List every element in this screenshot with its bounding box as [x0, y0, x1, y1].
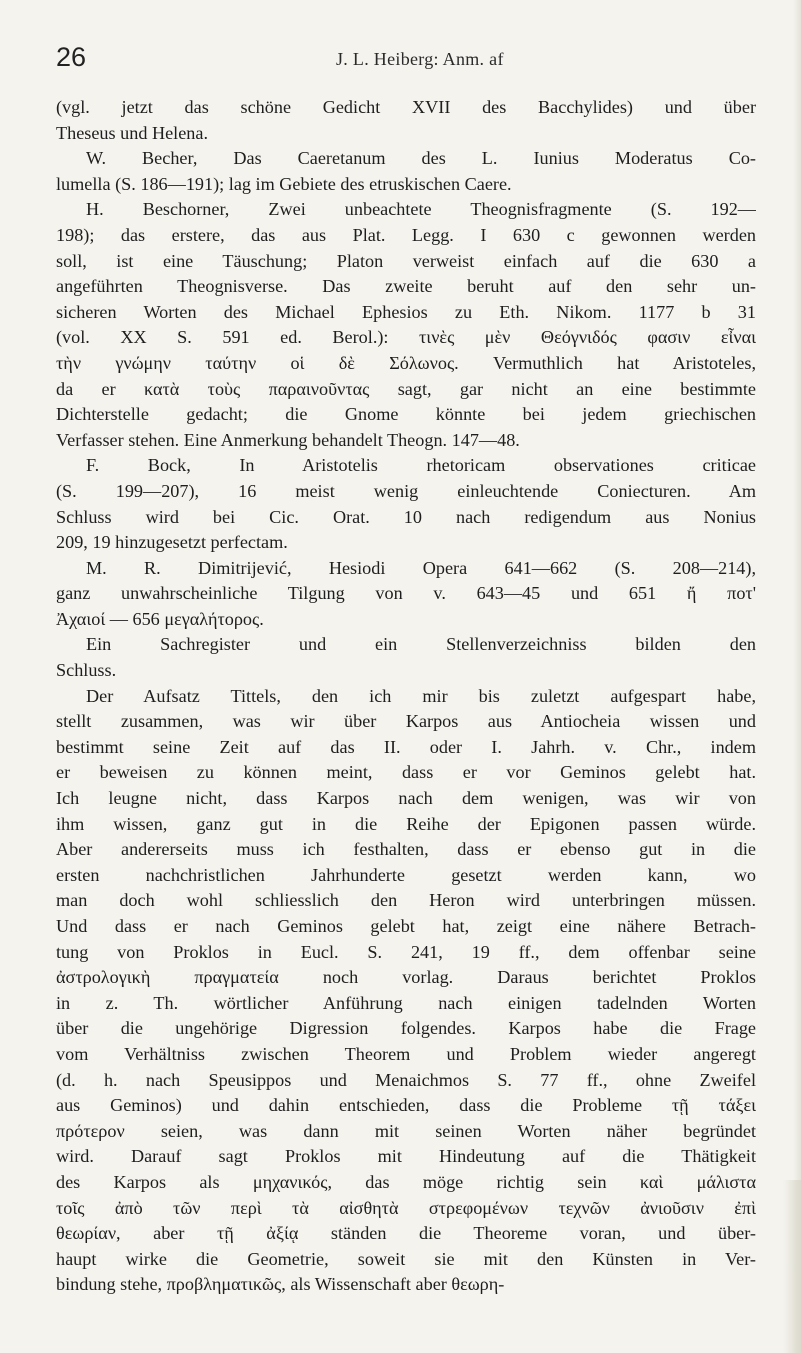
text-line: F. Bock, In Aristotelis rhetoricam observationes criticae [86, 455, 756, 476]
text-line: (S. 199—207), 16 meist wenig einleuchtende Coniecturen. Am [56, 480, 756, 501]
text-line: Dichterstelle gedacht; die Gnome könnte bei jedem griechischen [56, 404, 756, 425]
text-line: H. Beschorner, Zwei unbeachtete Theognisfragmente (S. 192— [86, 199, 756, 220]
text-line: über die ungehörige Digression folgendes. Karpos habe die Frage [56, 1018, 756, 1039]
paragraph [56, 146, 756, 197]
text-line: sicheren Worten des Michael Ephesios zu Eth. Nikom. 1177 b 31 [56, 301, 756, 322]
text-line: Schluss. [56, 660, 117, 681]
running-head [56, 40, 756, 74]
text-line: 209, 19 hinzugesetzt perfectam. [56, 532, 288, 553]
text-line: Ein Sachregister und ein Stellenverzeichniss bilden den [86, 634, 756, 655]
text-line: Der Aufsatz Tittels, den ich mir bis zuletzt aufgespart habe, [86, 685, 756, 706]
page-number: 26 [56, 42, 87, 72]
text-line: Ἀχαιοί — 656 μεγαλήτορος. [56, 608, 264, 629]
text-line: Ich leugne nicht, dass Karpos nach dem wenigen, was wir von [56, 788, 756, 809]
text-line: πρότερον seien, was dann mit seinen Worten näher begründet [56, 1120, 756, 1141]
text-line: Und dass er nach Geminos gelebt hat, zeigt eine nähere Betrach- [56, 916, 756, 936]
text-line: lumella (S. 186—191); lag im Gebiete des etruskischen Caere. [56, 173, 512, 194]
text-line: bindung stehe, προβληματικῶς, als Wissenschaft aber θεωρη- [56, 1274, 505, 1295]
text-line: Aber andererseits muss ich festhalten, dass er ebenso gut in die [56, 839, 756, 860]
text-line: haupt wirke die Geometrie, soweit sie mit den Künsten in Ver- [56, 1248, 756, 1269]
text-line: (vol. XX S. 591 ed. Berol.): τινὲς μὲν Θεόγνιδός φασιν εἶναι [56, 327, 756, 348]
text-line: da er κατὰ τοὺς παραινοῦντας sagt, gar nicht an eine bestimmte [56, 378, 756, 399]
text-line: des Karpos als μηχανικός, das möge richtig sein καὶ μάλιστα [56, 1171, 756, 1192]
text-line: Schluss wird bei Cic. Orat. 10 nach redigendum aus Nonius [56, 506, 756, 527]
body-text [56, 95, 756, 1298]
text-line: τοῖς ἀπὸ τῶν περὶ τὰ αἰσθητὰ στρεφομένων τεχνῶν ἀνιοῦσιν ἐπὶ [56, 1197, 756, 1218]
text-line: ἀστρολογικὴ πραγματεία noch vorlag. Daraus berichtet Proklos [56, 967, 756, 988]
text-line: (vgl. jetzt das schöne Gedicht XVII des Bacchylides) und über [56, 97, 756, 117]
text-line: aus Geminos) und dahin entschieden, dass die Probleme τῇ τάξει [56, 1095, 756, 1116]
paragraph [56, 95, 756, 146]
text-line: er beweisen zu können meint, dass er vor Geminos gelebt hat. [56, 762, 756, 783]
text-line: tung von Proklos in Eucl. S. 241, 19 ff., dem offenbar seine [56, 941, 756, 962]
page-edge-shadow [783, 1180, 801, 1353]
text-line: 198); das erstere, das aus Plat. Legg. I 630 c gewonnen werden [56, 224, 756, 245]
paragraph [56, 684, 756, 1298]
text-line: soll, ist eine Täuschung; Platon verweist einfach auf die 630 a [56, 250, 756, 271]
text-line: vom Verhältniss zwischen Theorem und Problem wieder angeregt [56, 1043, 756, 1064]
text-line: bestimmt seine Zeit auf das II. oder I. Jahrh. v. Chr., indem [56, 736, 756, 757]
text-line: M. R. Dimitrijević, Hesiodi Opera 641—662 (S. 208—214), [86, 557, 756, 578]
text-line: stellt zusammen, was wir über Karpos aus Antiocheia wissen und [56, 711, 756, 732]
text-line: θεωρίαν, aber τῇ ἀξίᾳ ständen die Theoreme voran, und über- [56, 1223, 756, 1244]
text-line: W. Becher, Das Caeretanum des L. Iunius Moderatus Co- [86, 148, 756, 169]
text-line: in z. Th. wörtlicher Anführung nach einigen tadelnden Worten [56, 992, 756, 1013]
text-line: (d. h. nach Speusippos und Menaichmos S. 77 ff., ohne Zweifel [56, 1069, 756, 1090]
text-line: man doch wohl schliesslich den Heron wird unterbringen müssen. [56, 890, 756, 911]
text-line: ersten nachchristlichen Jahrhunderte gesetzt werden kann, wo [56, 864, 756, 885]
text-line: τὴν γνώμην ταύτην οἱ δὲ Σόλωνος. Vermuthlich hat Aristoteles, [56, 352, 756, 373]
text-line: angeführten Theognisverse. Das zweite beruht auf den sehr un- [56, 276, 756, 297]
text-line: Theseus und Helena. [56, 122, 209, 143]
text-line: Verfasser stehen. Eine Anmerkung behandelt Theogn. 147—48. [56, 429, 520, 450]
page-edge [793, 0, 801, 1353]
paragraph [56, 556, 756, 633]
text-line: wird. Darauf sagt Proklos mit Hindeutung auf die Thätigkeit [56, 1146, 756, 1167]
paragraph [56, 197, 756, 453]
paragraph [56, 453, 756, 555]
running-title: J. L. Heiberg: Anm. af [336, 49, 504, 69]
text-line: ihm wissen, ganz gut in die Reihe der Epigonen passen würde. [56, 813, 756, 834]
text-line: ganz unwahrscheinliche Tilgung von v. 643—45 und 651 ἤ ποτ' [56, 583, 756, 604]
paragraph [56, 632, 756, 683]
